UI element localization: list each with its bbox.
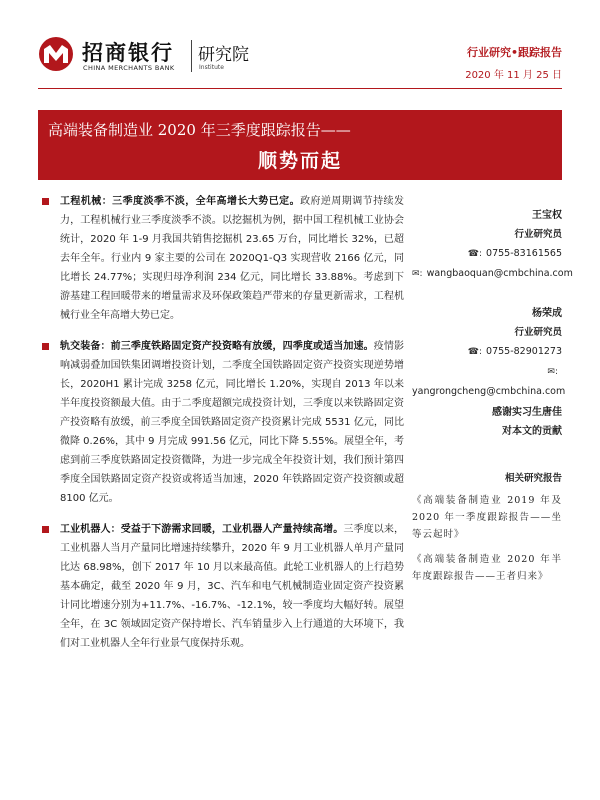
author-role: 行业研究员 bbox=[514, 327, 562, 338]
intern-thanks-cont: 对本文的贡献 bbox=[502, 426, 562, 437]
phone-icon: ☎: bbox=[467, 249, 483, 259]
author-email[interactable]: ✉: wangbaoquan@cmbchina.com bbox=[412, 264, 562, 284]
institute-name-cn: 研究院 bbox=[198, 45, 249, 65]
author-name: 王宝权 bbox=[532, 210, 562, 221]
bullet-square-icon bbox=[42, 526, 49, 533]
institute-name-en: Institute bbox=[199, 64, 224, 71]
author-role: 行业研究员 bbox=[514, 229, 562, 240]
related-reports-heading: 相关研究报告 bbox=[504, 473, 562, 484]
section-lead: 工程机械：三季度淡季不淡，全年高增长大势已定。 bbox=[60, 196, 301, 207]
section-lead: 轨交装备：前三季度铁路固定资产投资略有放缓，四季度或适当加速。 bbox=[60, 341, 374, 352]
intern-thanks: 感谢实习生唐佳 bbox=[492, 407, 562, 418]
report-subtitle: 高端装备制造业 2020 年三季度跟踪报告—— bbox=[48, 121, 351, 139]
page-header bbox=[0, 0, 600, 96]
summary-body bbox=[42, 192, 404, 665]
author-email-icon-row bbox=[412, 362, 562, 382]
section-body: 三季度以来，工业机器人当月产量同比增速持续攀升，2020 年 9 月工业机器人单月产量同比达 68.98%，创下 2017 年 10 月以来最高值。此轮工业机器人的上行趋势基本确定，截至 2020 年 9 月，3C、汽车和电气机械制造业固定资产投资累计同比增速分别为+11.7%、-16.7%、-12.1%，较一季度均大幅好转。展望全年，在 3C 领域固定资产保持增长、汽车销量步入上行通道的大环境下，我们对工业机器人全年行业景气度保持乐观。 bbox=[60, 524, 405, 649]
cmb-logo-icon bbox=[38, 36, 74, 72]
section-lead: 工业机器人：受益于下游需求回暖，工业机器人产量持续高增。 bbox=[60, 524, 344, 535]
brand-separator bbox=[191, 40, 192, 72]
author-phone: ☎: 0755-82901273 bbox=[412, 342, 562, 362]
summary-section bbox=[42, 520, 404, 653]
mail-icon: ✉: bbox=[412, 269, 423, 279]
related-report-link[interactable]: 《高端装备制造业 2019 年及 2020 年一季度跟踪报告——坐等云起时》 bbox=[412, 495, 562, 540]
mail-icon: ✉: bbox=[547, 367, 558, 377]
report-date: 2020 年 11 月 25 日 bbox=[465, 70, 562, 81]
bullet-square-icon bbox=[42, 343, 49, 350]
section-body: 疫情影响减弱叠加国铁集团调增投资计划，二季度全国铁路固定资产投资实现逆势增长，2020H1 累计完成 3258 亿元，同比增长 1.20%，实现自 2013 年以来半年度投资额最大值。由于二季度超额完成投资计划，三季度以来铁路固定资产投资略有放缓，前三季度全国铁路固定资产投资累计完成 5531 亿元，同比微降 0.26%，其中 9 月完成 991.56 亿元，同比下降 5.55%。展望全年，考虑到前三季度铁路固定投资微降，为进一步完成全年投资计划，我们预计第四季度全国铁路固定资产投资或将适当加速，2020 年铁路固定资产投资额或超 8100 亿元。 bbox=[60, 341, 405, 504]
author-email[interactable]: yangrongcheng@cmbchina.com bbox=[412, 386, 566, 397]
phone-icon: ☎: bbox=[467, 347, 483, 357]
bullet-square-icon bbox=[42, 198, 49, 205]
report-title: 顺势而起 bbox=[257, 150, 342, 172]
header-divider bbox=[38, 88, 562, 89]
summary-section bbox=[42, 337, 404, 508]
summary-section bbox=[42, 192, 404, 325]
author-name: 杨荣成 bbox=[532, 308, 562, 319]
title-banner bbox=[38, 110, 562, 180]
brand-name-en: CHINA MERCHANTS BANK bbox=[83, 64, 175, 72]
author-phone: ☎: 0755-83161565 bbox=[412, 244, 562, 264]
sidebar bbox=[412, 192, 573, 585]
report-type: 行业研究•跟踪报告 bbox=[466, 46, 562, 59]
brand-name-cn: 招商银行 bbox=[82, 40, 174, 65]
section-body: 政府逆周期调节持续发力，工程机械行业三季度淡季不淡。以挖掘机为例，据中国工程机械工业协会统计，2020 年 1-9 月我国共销售挖掘机 23.65 万台，同比增长 32%，已超去年全年。行业内 9 家主要的公司在 2020Q1-Q3 实现营收 2166 亿元，同比增长 24.77%；实现归母净利润 234 亿元，同比增长 33.88%。考虑到下游基建工程回暖带来的增量需求及环保政策趋严带来的存量更新需求，工程机械行业全年高增大势已定。 bbox=[60, 196, 404, 321]
related-report-link[interactable]: 《高端装备制造业 2020 年半年度跟踪报告——王者归来》 bbox=[412, 554, 562, 582]
